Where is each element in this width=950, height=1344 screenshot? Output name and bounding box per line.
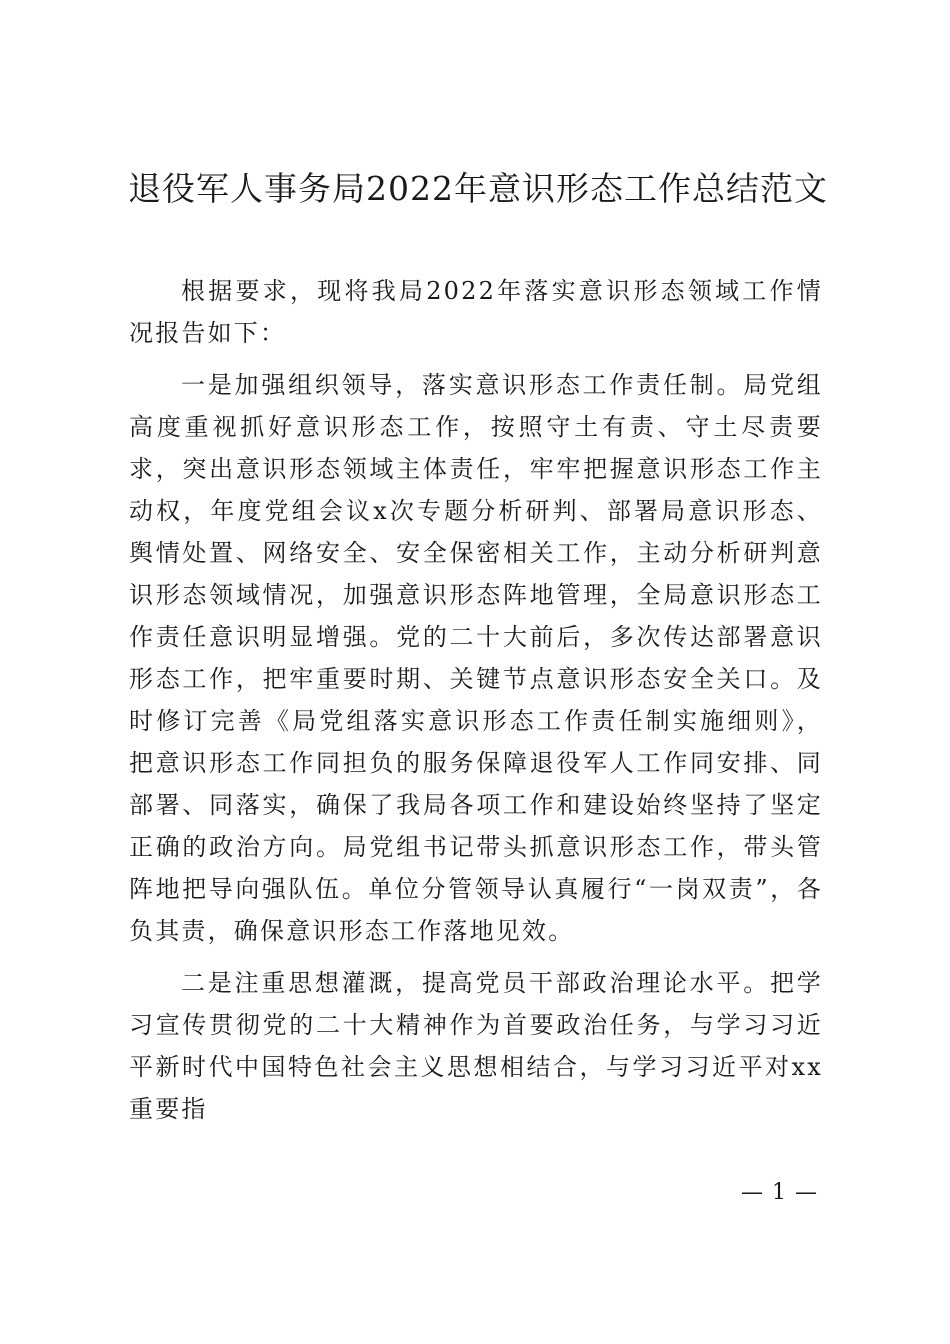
document-body [129,270,823,1140]
page-number: — 1 — [741,1180,818,1205]
paragraph-intro: 根据要求，现将我局2022年落实意识形态领域工作情况报告如下： [129,277,823,347]
document-title: 退役军人事务局2022年意识形态工作总结范文 [128,169,828,208]
paragraph-one: 一是加强组织领导，落实意识形态工作责任制。局党组高度重视抓好意识形态工作，按照守土有责、守土尽责要求，突出意识形态领域主体责任，牢牢把握意识形态工作主动权，年度党组会议x次专题分析研判、部署局意识形态、舆情处置、网络安全、安全保密相关工作，主动分析研判意识形态领域情况，加强意识形态阵地管理，全局意识形态工作责任意识明显增强。党的二十大前后，多次传达部署意识形态工作，把牢重要时期、关键节点意识形态安全关口。及时修订完善《局党组落实意识形态工作责任制实施细则》，把意识形态工作同担负的服务保障退役军人工作同安排、同部署、同落实，确保了我局各项工作和建设始终坚持了坚定正确的政治方向。局党组书记带头抓意识形态工作，带头管阵地把导向强队伍。单位分管领导认真履行“一岗双责”，各负其责，确保意识形态工作落地见效。 [129,371,823,945]
paragraph-two: 二是注重思想灌溉，提高党员干部政治理论水平。把学习宣传贯彻党的二十大精神作为首要政治任务，与学习习近平新时代中国特色社会主义思想相结合，与学习习近平对xx重要指 [129,969,823,1123]
